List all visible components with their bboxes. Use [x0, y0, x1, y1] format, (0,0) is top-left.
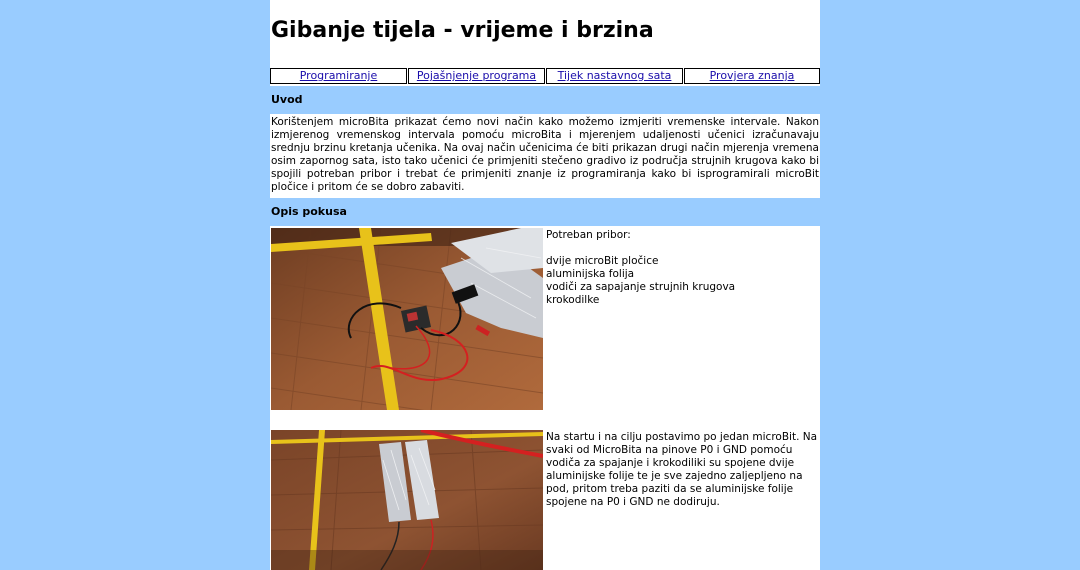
nav-link-tijek-nastavnog-sata[interactable]: Tijek nastavnog sata [546, 68, 683, 84]
setup-paragraph: Na startu i na cilju postavimo po jedan microBit. Na svaki od MicroBita na pinove P0 i GND pomoću vodiča za spajanje i krokodiliki su spojene dvije aluminijske folije te je sve zajedno zaljepljeno na pod, pritom treba paziti da se aluminijske folije spojene na P0 i GND ne dodiruju. [546, 431, 818, 508]
content-column [270, 0, 820, 570]
nav-link-pojasnjenje-programa[interactable]: Pojašnjenje programa [408, 68, 545, 84]
foil-strips-photo [271, 430, 543, 570]
microbit-wiring-photo [271, 228, 543, 410]
list-item: krokodilke [546, 294, 600, 306]
list-item: dvije microBit pločice [546, 255, 659, 267]
section-heading-experiment: Opis pokusa [270, 198, 820, 226]
section-heading-intro: Uvod [270, 86, 820, 114]
equipment-list [546, 255, 818, 307]
nav-link-provjera-znanja[interactable]: Provjera znanja [684, 68, 820, 84]
equipment-block [546, 229, 818, 307]
nav-bar [270, 68, 820, 84]
intro-paragraph: Korištenjem microBita prikazat ćemo novi način kako možemo izmjeriti vremenske intervale. Nakon izmjerenog vremenskog intervala pomoću microBita i mjerenjem udaljenosti učenici izračunavaju srednju brzinu kretanja učenika. Na ovaj način učenicima će biti prikazan drugi način mjerenja vremena osim zapornog sata, isto tako učenici će primjeniti stečeno gradivo iz područja strujnih krugova kako bi spojili potreban pribor i trebat će primjeniti znanje iz programiranja kako bi isprogramirali microBit pločice i pritom će se dobro zabaviti. [271, 116, 819, 193]
setup-description [546, 431, 818, 509]
list-item: aluminijska folija [546, 268, 635, 280]
list-item: vodiči za sapajanje strujnih krugova [546, 281, 736, 293]
nav-link-programiranje[interactable]: Programiranje [270, 68, 407, 84]
page-title: Gibanje tijela - vrijeme i brzina [271, 18, 654, 43]
equipment-title: Potreban pribor: [546, 229, 631, 241]
